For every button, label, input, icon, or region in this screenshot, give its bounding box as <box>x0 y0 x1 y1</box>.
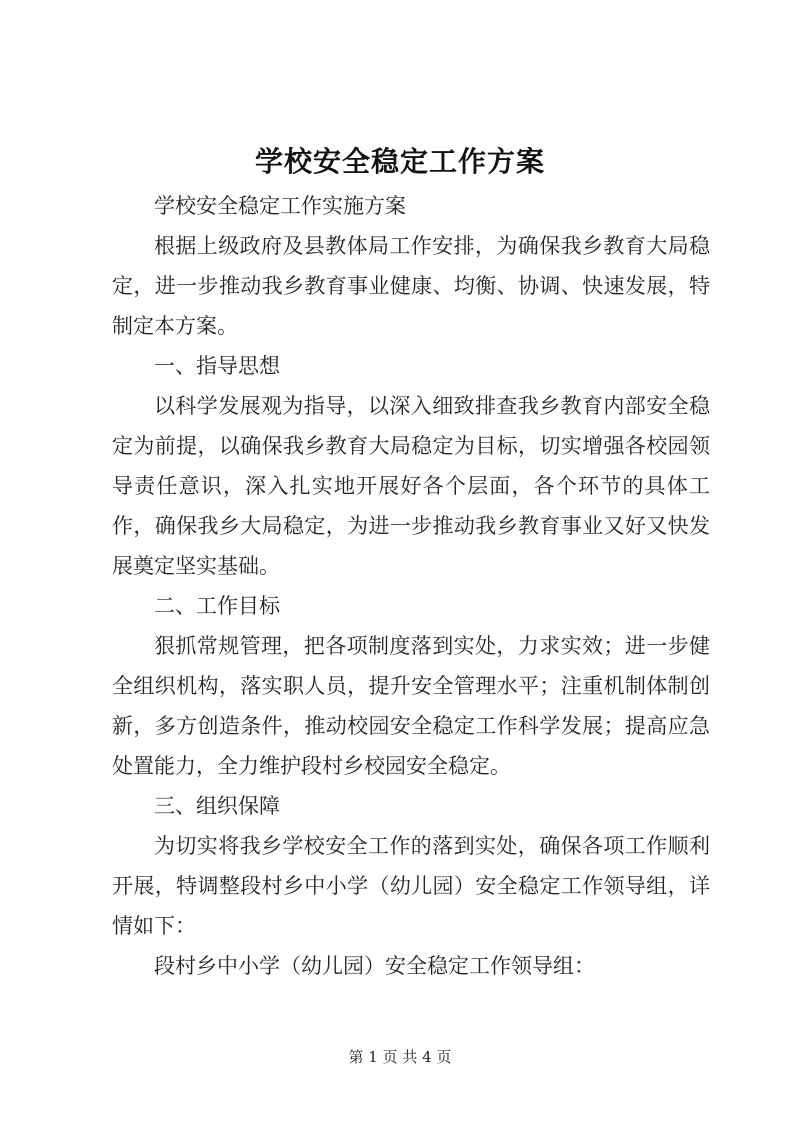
document-title: 学校安全稳定工作方案 <box>254 145 545 178</box>
subtitle-paragraph: 学校安全稳定工作实施方案 <box>154 194 406 218</box>
organization-paragraph: 为切实将我乡学校安全工作的落到实处，确保各项工作顺利开展，特调整段村乡中小学（幼儿园）安全稳定工作领导组，详情如下： <box>112 834 710 938</box>
work-goals-paragraph: 狠抓常规管理，把各项制度落到实处，力求实效；进一步健全组织机构，落实职人员，提升安全管理水平；注重机制体制创新，多方创造条件，推动校园安全稳定工作科学发展；提高应急处置能力，全力维护段村乡校园安全稳定。 <box>112 634 710 778</box>
document-body <box>112 186 710 986</box>
section-heading-work-goals: 二、工作目标 <box>154 594 280 618</box>
section-heading-organization: 三、组织保障 <box>154 794 280 818</box>
page-number-footer: 第 1 页 共 4 页 <box>348 1048 452 1066</box>
guiding-thought-paragraph: 以科学发展观为指导，以深入细致排查我乡教育内部安全稳定为前提，以确保我乡教育大局稳定为目标，切实增强各校园领导责任意识，深入扎实地开展好各个层面，各个环节的具体工作，确保我乡大局稳定，为进一步推动我乡教育事业又好又快发展奠定坚实基础。 <box>112 394 710 578</box>
section-heading-guiding-thought: 一、指导思想 <box>154 354 280 378</box>
leadership-group-line: 段村乡中小学（幼儿园）安全稳定工作领导组： <box>154 954 595 978</box>
intro-paragraph: 根据上级政府及县教体局工作安排，为确保我乡教育大局稳定，进一步推动我乡教育事业健康、均衡、协调、快速发展，特制定本方案。 <box>112 234 710 338</box>
